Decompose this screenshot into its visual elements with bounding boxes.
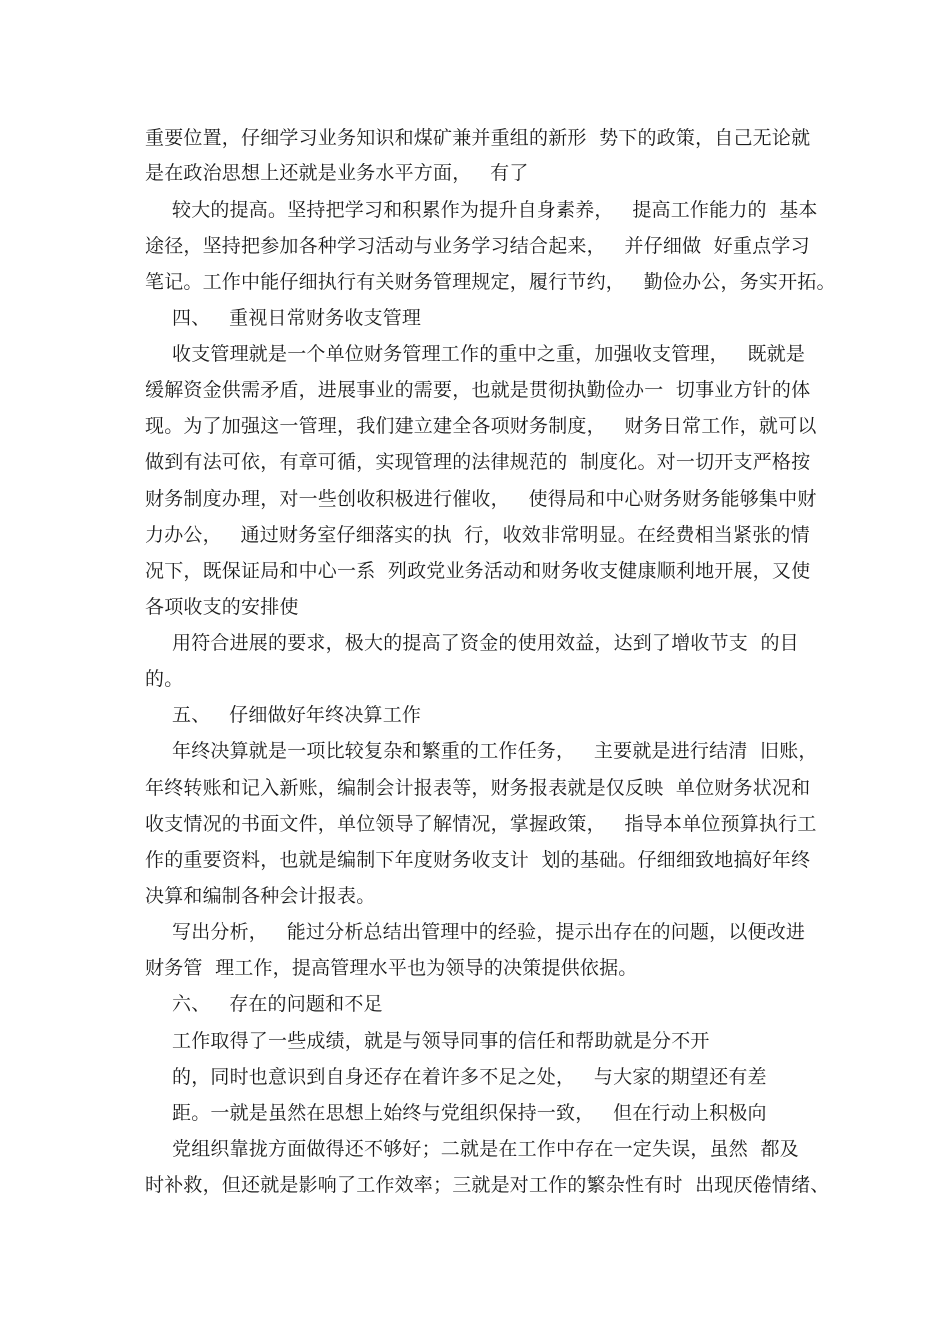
section-heading: 五、 仔细做好年终决算工作 [172, 704, 422, 726]
text-line: 重要位置，仔细学习业务知识和煤矿兼并重组的新形 势下的政策，自己无论就 [145, 127, 811, 149]
text-line: 作的重要资料，也就是编制下年度财务收支计 划的基础。仔细细致地搞好年终 [145, 849, 811, 871]
text-line: 决算和编制各种会计报表。 [145, 885, 376, 907]
text-line: 年终决算就是一项比较复杂和繁重的工作任务， 主要就是进行结清 旧账， [172, 740, 818, 762]
text-line: 较大的提高。坚持把学习和积累作为提升自身素养， 提高工作能力的 基本 [172, 199, 818, 221]
text-line: 各项收支的安排使 [145, 596, 299, 618]
text-line: 的。 [145, 668, 184, 690]
text-line: 的，同时也意识到自身还存在着许多不足之处， 与大家的期望还有差 [172, 1066, 767, 1088]
text-line: 力办公， 通过财务室仔细落实的执 行，收效非常明显。在经费相当紧张的情 [145, 524, 810, 546]
text-line: 党组织靠拢方面做得还不够好；二就是在工作中存在一定失误，虽然 都及 [172, 1138, 799, 1160]
text-line: 是在政治思想上还就是业务水平方面， 有了 [145, 162, 529, 184]
text-line: 况下，既保证局和中心一系 列政党业务活动和财务收支健康顺利地开展，又使 [145, 560, 811, 582]
text-line: 做到有法可依，有章可循，实现管理的法律规范的 制度化。对一切开支严格按 [145, 451, 811, 473]
text-line: 收支情况的书面文件，单位领导了解情况，掌握政策， 指导本单位预算执行工 [145, 813, 817, 835]
text-line: 距。一就是虽然在思想上始终与党组织保持一致， 但在行动上积极向 [172, 1102, 767, 1124]
text-line: 途径，坚持把参加各种学习活动与业务学习结合起来， 并仔细做 好重点学习 [145, 235, 810, 257]
text-line: 收支管理就是一个单位财务管理工作的重中之重，加强收支管理， 既就是 [172, 343, 806, 365]
text-line: 写出分析， 能过分析总结出管理中的经验，提示出存在的问题，以便改进 [172, 921, 806, 943]
text-line: 笔记。工作中能仔细执行有关财务管理规定，履行节约， 勤俭办公，务实开拓。 [145, 271, 836, 293]
text-line: 用符合进展的要求，极大的提高了资金的使用效益，达到了增收节支 的目 [172, 632, 799, 654]
section-heading: 四、 重视日常财务收支管理 [172, 307, 422, 329]
text-line: 缓解资金供需矛盾，进展事业的需要，也就是贯彻执勤俭办一 切事业方针的体 [145, 379, 811, 401]
text-line: 工作取得了一些成绩，就是与领导同事的信任和帮助就是分不开 [172, 1030, 710, 1052]
text-line: 时补救，但还就是影响了工作效率；三就是对工作的繁杂性有时 出现厌倦情绪、 [145, 1174, 830, 1196]
text-line: 年终转账和记入新账，编制会计报表等，财务报表就是仅反映 单位财务状况和 [145, 777, 811, 799]
text-line: 财务管 理工作，提高管理水平也为领导的决策提供依据。 [145, 957, 638, 979]
text-line: 财务制度办理，对一些创收积极进行催收， 使得局和中心财务财务能够集中财 [145, 488, 817, 510]
section-heading: 六、 存在的问题和不足 [172, 993, 383, 1015]
text-line: 现。为了加强这一管理，我们建立建全各项财务制度， 财务日常工作，就可以 [145, 415, 817, 437]
